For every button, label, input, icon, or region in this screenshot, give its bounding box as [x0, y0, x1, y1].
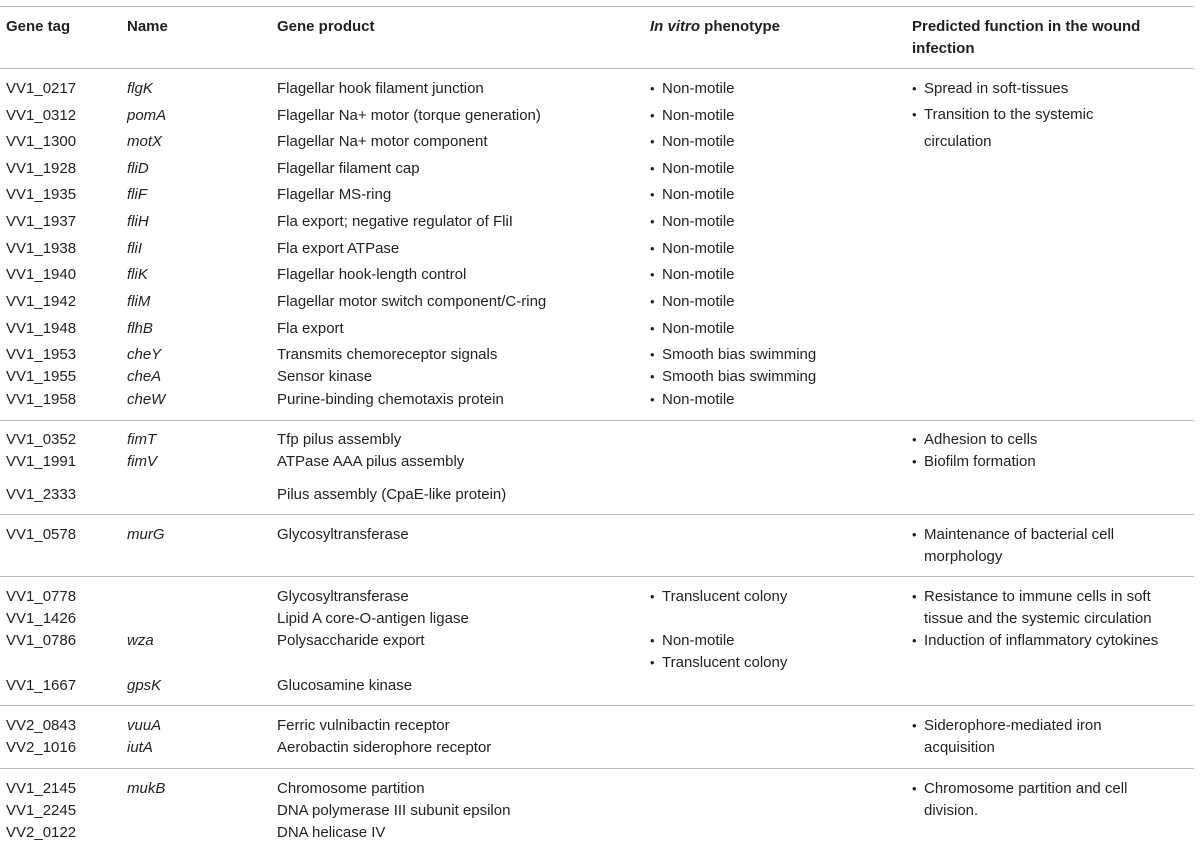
gene-name-cell: fliI — [127, 240, 142, 257]
function-item: • Maintenance of bacterial cell — [912, 524, 1114, 546]
gene-tag-cell: VV1_1937 — [6, 213, 77, 230]
header-name: Name — [127, 18, 168, 35]
gene-product-cell: Polysaccharide export — [277, 632, 425, 649]
phenotype-item: • Non-motile — [650, 318, 735, 340]
gene-product-cell: Flagellar motor switch component/C-ring — [277, 293, 547, 310]
table-divider — [0, 576, 1194, 577]
table-divider — [0, 68, 1194, 69]
gene-tag-cell: VV1_0312 — [6, 107, 77, 124]
gene-tag-cell: VV1_2245 — [6, 802, 77, 819]
table-divider — [0, 6, 1194, 7]
phenotype-item: • Non-motile — [650, 264, 735, 286]
gene-product-cell: DNA polymerase III subunit epsilon — [277, 802, 511, 819]
gene-product-cell: Flagellar Na+ motor (torque generation) — [277, 107, 541, 124]
gene-name-cell: pomA — [127, 107, 167, 124]
gene-tag-cell: VV1_2333 — [6, 486, 77, 503]
phenotype-item: • Non-motile — [650, 105, 735, 127]
gene-product-cell: Flagellar Na+ motor component — [277, 133, 488, 150]
header-phenotype-rest: phenotype — [700, 18, 781, 35]
gene-tag-cell: VV1_0352 — [6, 431, 77, 448]
gene-name-cell: wza — [127, 632, 154, 649]
gene-product-cell: Ferric vulnibactin receptor — [277, 717, 450, 734]
function-item: • Siderophore-mediated iron — [912, 715, 1102, 737]
function-item-continuation: division. — [924, 802, 979, 819]
gene-tag-cell: VV1_1300 — [6, 133, 77, 150]
gene-name-cell: motX — [127, 133, 163, 150]
phenotype-item: • Smooth bias swimming — [650, 366, 816, 388]
gene-tag-cell: VV1_1667 — [6, 677, 77, 694]
function-item: • Induction of inflammatory cytokines — [912, 630, 1158, 652]
gene-name-cell: fliD — [127, 160, 149, 177]
phenotype-item: • Non-motile — [650, 184, 735, 206]
gene-product-cell: Fla export; negative regulator of FliI — [277, 213, 513, 230]
gene-name-cell: murG — [127, 526, 165, 543]
gene-name-cell: fimV — [127, 453, 157, 470]
phenotype-item: • Translucent colony — [650, 652, 787, 674]
gene-tag-cell: VV1_1938 — [6, 240, 77, 257]
gene-tag-cell: VV1_1935 — [6, 186, 77, 203]
gene-product-cell: Sensor kinase — [277, 368, 373, 385]
gene-product-cell: Flagellar MS-ring — [277, 186, 392, 203]
gene-tag-cell: VV1_1991 — [6, 453, 77, 470]
gene-name-cell: iutA — [127, 739, 153, 756]
gene-name-cell: cheY — [127, 346, 162, 363]
header-phenotype-italic: In vitro — [650, 18, 701, 35]
phenotype-item: • Non-motile — [650, 158, 735, 180]
gene-tag-cell: VV2_0122 — [6, 824, 77, 841]
gene-tag-cell: VV1_1958 — [6, 391, 77, 408]
gene-tag-cell: VV1_1426 — [6, 610, 77, 627]
gene-name-cell: mukB — [127, 780, 166, 797]
gene-product-cell: Flagellar hook filament junction — [277, 80, 484, 97]
table-divider — [0, 420, 1194, 421]
gene-name-cell: fliK — [127, 266, 148, 283]
gene-product-cell: Purine-binding chemotaxis protein — [277, 391, 504, 408]
gene-tag-cell: VV1_0786 — [6, 632, 77, 649]
gene-tag-cell: VV1_1940 — [6, 266, 77, 283]
function-item: • Adhesion to cells — [912, 429, 1037, 451]
gene-product-cell: Glycosyltransferase — [277, 588, 409, 605]
gene-tag-cell: VV2_1016 — [6, 739, 77, 756]
phenotype-item: • Non-motile — [650, 630, 735, 652]
function-item: • Chromosome partition and cell — [912, 778, 1127, 800]
gene-name-cell: flgK — [127, 80, 153, 97]
gene-product-cell: ATPase AAA pilus assembly — [277, 453, 465, 470]
gene-tag-cell: VV1_0778 — [6, 588, 77, 605]
header-predicted-function — [912, 16, 1140, 60]
gene-tag-cell: VV1_1953 — [6, 346, 77, 363]
gene-product-cell: Flagellar hook-length control — [277, 266, 467, 283]
gene-product-cell: Tfp pilus assembly — [277, 431, 402, 448]
function-item: • Transition to the systemic — [912, 104, 1094, 126]
header-in-vitro-phenotype — [650, 16, 780, 38]
gene-name-cell: gpsK — [127, 677, 162, 694]
gene-product-cell: Fla export — [277, 320, 344, 337]
header-function-line1: Predicted function in the wound — [912, 18, 1141, 35]
function-item: • Biofilm formation — [912, 451, 1036, 473]
function-item-continuation: circulation — [924, 133, 992, 150]
header-gene-tag: Gene tag — [6, 18, 71, 35]
function-item-continuation: tissue and the systemic circulation — [924, 610, 1152, 627]
gene-product-cell: DNA helicase IV — [277, 824, 386, 841]
gene-tag-cell: VV2_0843 — [6, 717, 77, 734]
gene-name-cell: vuuA — [127, 717, 162, 734]
table-divider — [0, 705, 1194, 706]
gene-product-cell: Pilus assembly (CpaE-like protein) — [277, 486, 507, 503]
gene-tag-cell: VV1_1928 — [6, 160, 77, 177]
gene-name-cell: cheA — [127, 368, 162, 385]
gene-name-cell: flhB — [127, 320, 153, 337]
phenotype-item: • Non-motile — [650, 78, 735, 100]
phenotype-item: • Non-motile — [650, 238, 735, 260]
gene-product-cell: Glycosyltransferase — [277, 526, 409, 543]
gene-name-cell: cheW — [127, 391, 166, 408]
gene-product-cell: Lipid A core-O-antigen ligase — [277, 610, 469, 627]
gene-name-cell: fliH — [127, 213, 149, 230]
gene-product-cell: Aerobactin siderophore receptor — [277, 739, 492, 756]
gene-name-cell: fliM — [127, 293, 151, 310]
header-gene-product: Gene product — [277, 18, 375, 35]
gene-tag-cell: VV1_2145 — [6, 780, 77, 797]
gene-product-cell: Transmits chemoreceptor signals — [277, 346, 498, 363]
gene-product-cell: Chromosome partition — [277, 780, 425, 797]
gene-name-cell: fimT — [127, 431, 157, 448]
function-item-continuation: morphology — [924, 548, 1003, 565]
phenotype-item: • Translucent colony — [650, 586, 787, 608]
phenotype-item: • Smooth bias swimming — [650, 344, 816, 366]
table-divider — [0, 768, 1194, 769]
phenotype-item: • Non-motile — [650, 131, 735, 153]
gene-tag-cell: VV1_1942 — [6, 293, 77, 310]
gene-tag-cell: VV1_0578 — [6, 526, 77, 543]
gene-tag-cell: VV1_0217 — [6, 80, 77, 97]
table-divider — [0, 514, 1194, 515]
phenotype-item: • Non-motile — [650, 389, 735, 411]
header-function-line2: infection — [912, 40, 975, 57]
gene-product-cell: Glucosamine kinase — [277, 677, 413, 694]
gene-product-cell: Fla export ATPase — [277, 240, 400, 257]
gene-product-cell: Flagellar filament cap — [277, 160, 420, 177]
gene-tag-cell: VV1_1955 — [6, 368, 77, 385]
phenotype-item: • Non-motile — [650, 211, 735, 233]
function-item: • Spread in soft-tissues — [912, 78, 1068, 100]
function-item: • Resistance to immune cells in soft — [912, 586, 1151, 608]
phenotype-item: • Non-motile — [650, 291, 735, 313]
gene-tag-cell: VV1_1948 — [6, 320, 77, 337]
function-item-continuation: acquisition — [924, 739, 995, 756]
gene-name-cell: fliF — [127, 186, 147, 203]
table-header — [0, 0, 1200, 68]
